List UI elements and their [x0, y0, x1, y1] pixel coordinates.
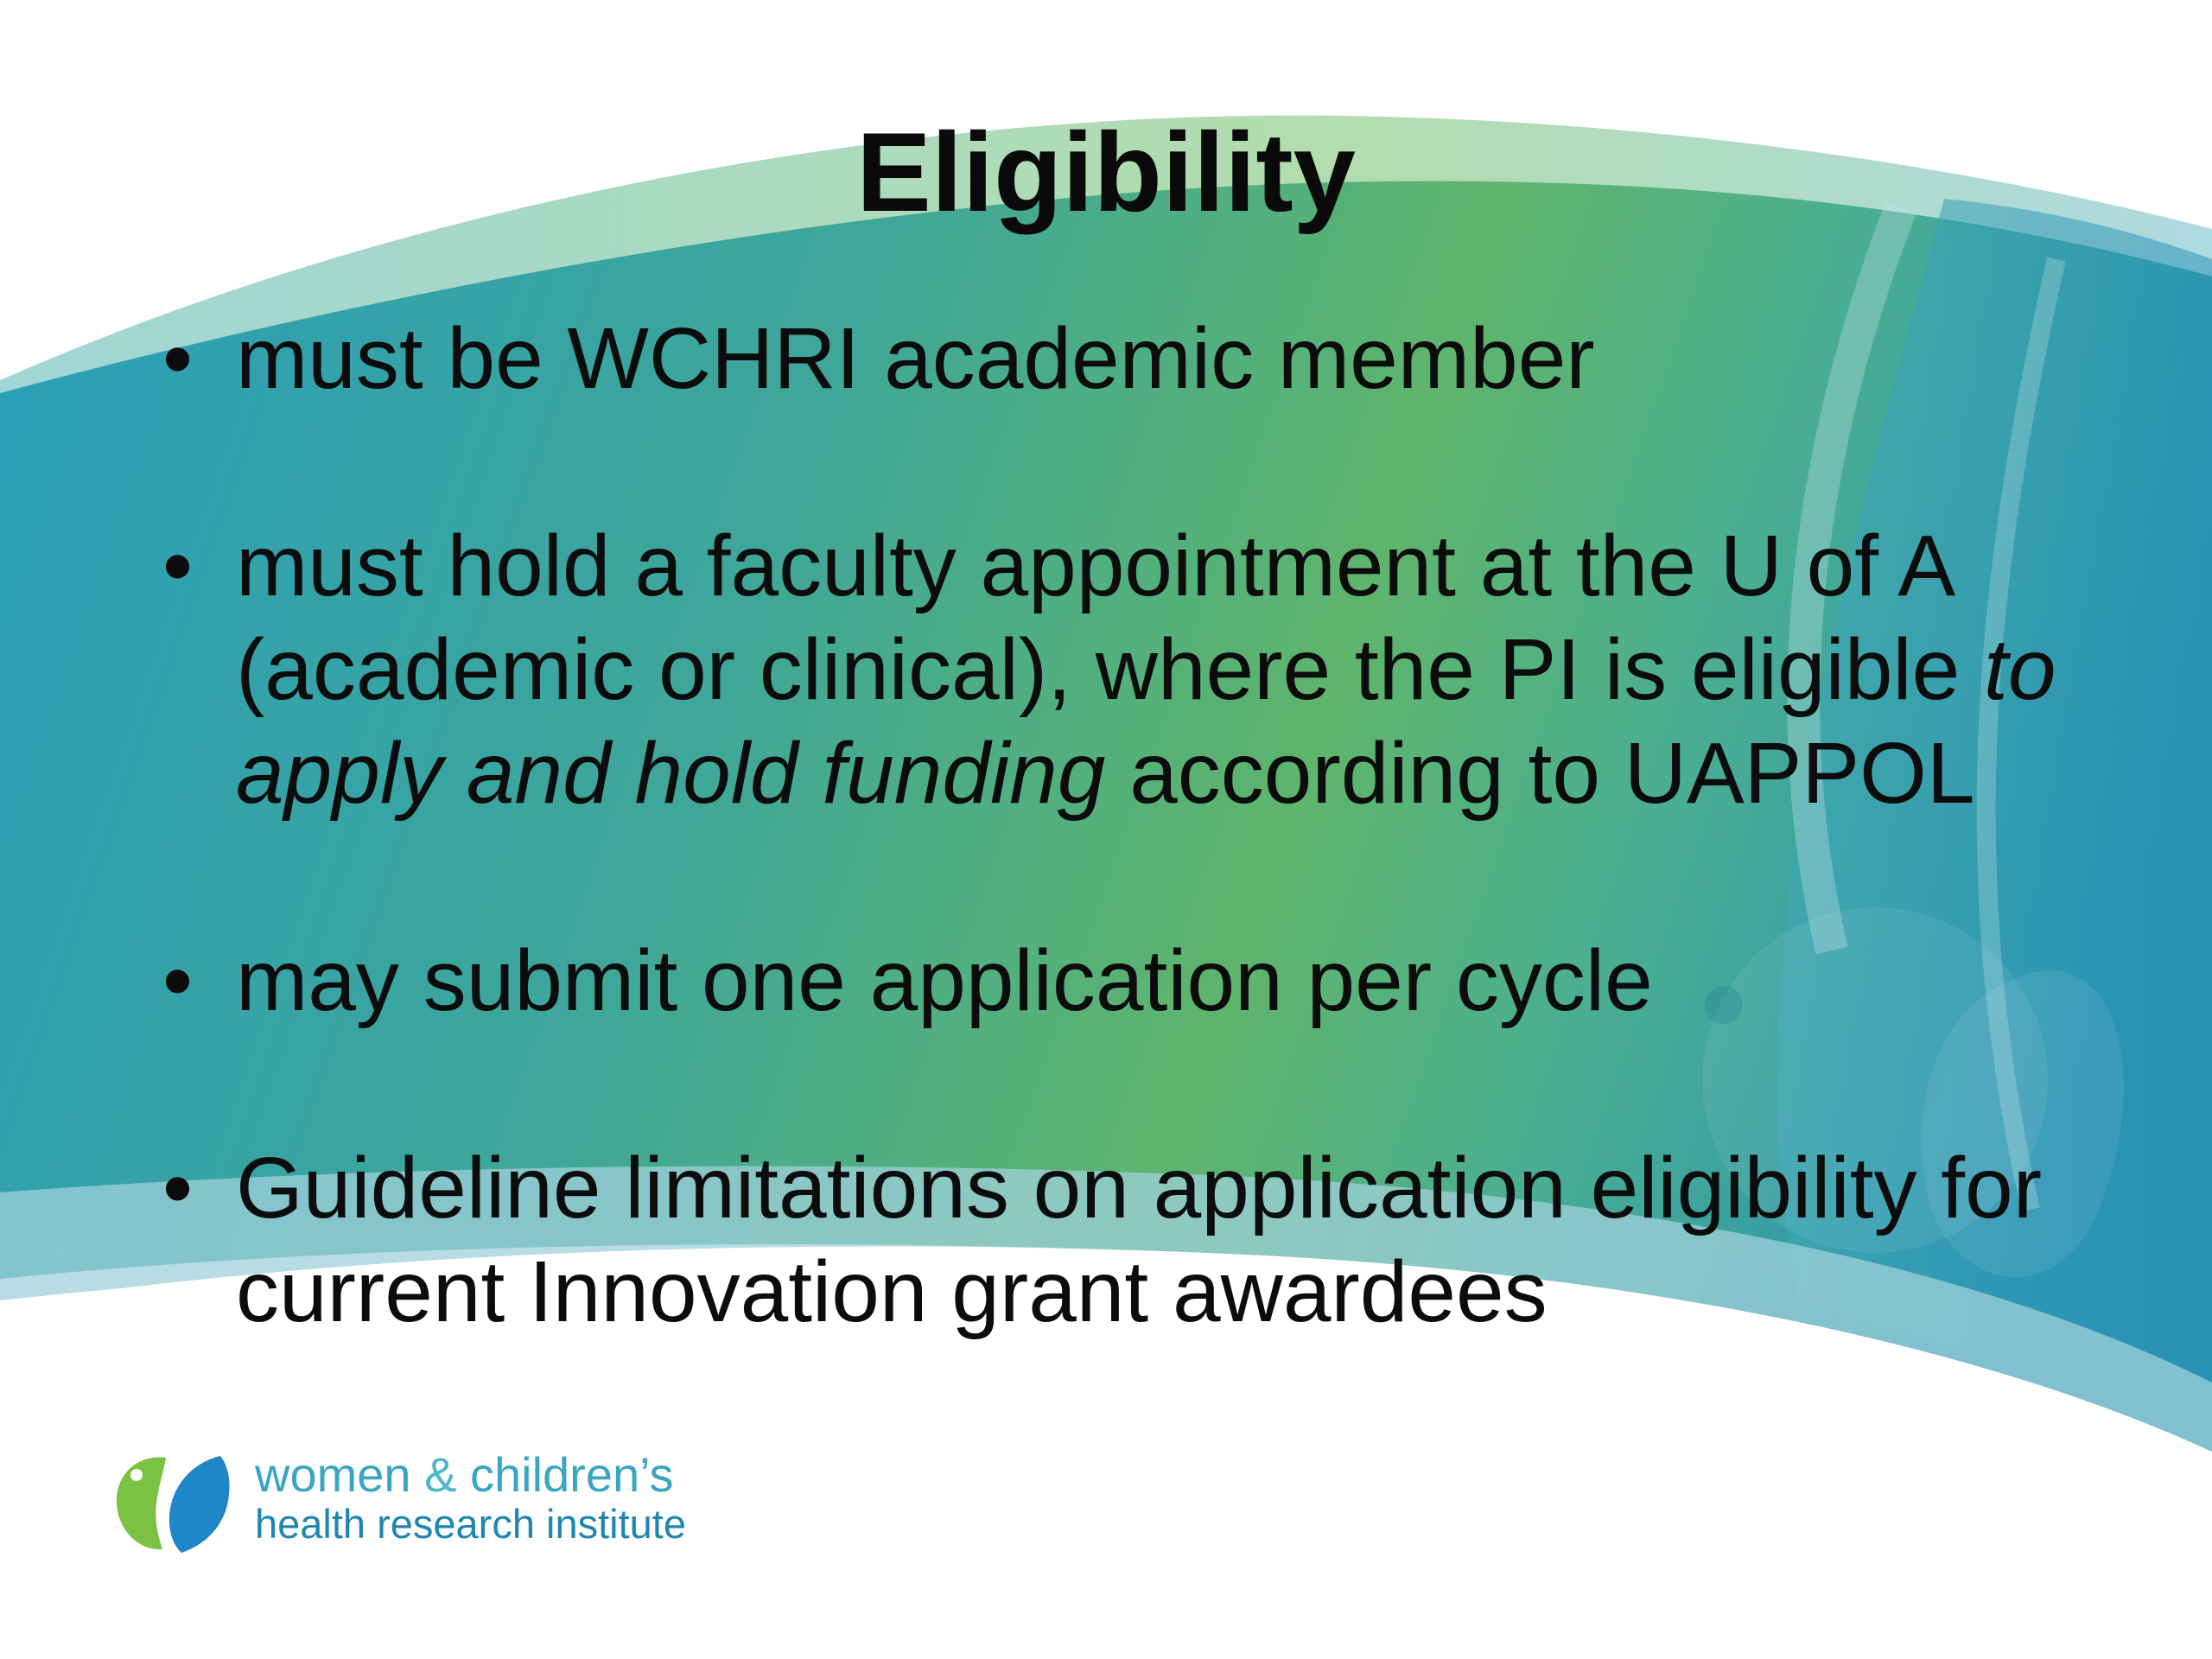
bullet-dot: •	[162, 518, 194, 614]
slide-title: Eligibility	[856, 109, 1356, 235]
bullet-item	[156, 1136, 2108, 1344]
bullet-text: must be WCHRI academic member	[236, 310, 1595, 407]
bullet-text: Guideline limitations on application eligibility for current Innovation grant awardees	[236, 1140, 2042, 1340]
bullet-text: must hold a faculty appointment at the U of A (academic or clinical), where the PI is eligible	[236, 518, 1985, 718]
bullet-dot: •	[162, 310, 194, 407]
logo-text-line2: health research institute	[255, 1501, 687, 1547]
bullet-dot: •	[162, 1140, 194, 1236]
bullet-dot: •	[162, 932, 194, 1029]
bullet-item	[156, 514, 2108, 825]
bullet-item	[156, 307, 2108, 410]
bullet-text: may submit one application per cycle	[236, 932, 1653, 1029]
wchri-logo	[112, 1447, 769, 1560]
bullet-item	[156, 929, 2108, 1033]
logo-text-line1: women & children’s	[255, 1447, 674, 1502]
bullet-text: according to UAPPOL	[1105, 725, 1975, 822]
bullet-list	[156, 307, 2108, 1447]
bullet-text-italic: to apply and hold funding	[236, 621, 2056, 822]
leaf-logo-icon	[112, 1447, 233, 1560]
